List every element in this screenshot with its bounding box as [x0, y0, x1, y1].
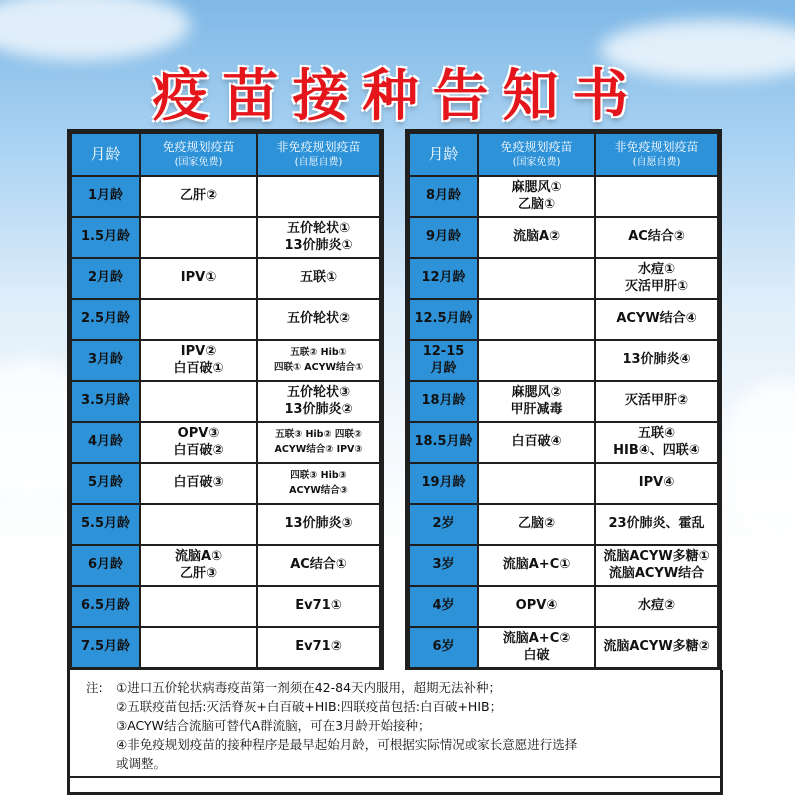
age-cell: 12.5月龄: [409, 299, 478, 340]
plan-vaccine-cell: IPV② 白百破①: [140, 340, 257, 381]
age-cell: 4月龄: [71, 422, 140, 463]
note-text: ①进口五价轮状病毒疫苗第一剂须在42-84天内服用，超期无法补种；: [116, 680, 502, 695]
nonplan-vaccine-cell: 13价肺炎④: [595, 340, 718, 381]
nonplan-vaccine-cell: 五联④ HIB④、四联④: [595, 422, 718, 463]
plan-vaccine-cell: OPV③ 白百破②: [140, 422, 257, 463]
table-row: [71, 299, 380, 340]
table-row: [409, 504, 718, 545]
header-plan-label: 免疫规划疫苗: [162, 140, 235, 155]
nonplan-vaccine-cell: 23价肺炎、霍乱: [595, 504, 718, 545]
table-row: [409, 545, 718, 586]
header-plan-sub: (国家免费): [174, 156, 223, 168]
age-cell: 12月龄: [409, 258, 478, 299]
plan-vaccine-cell: 流脑A+C①: [478, 545, 595, 586]
schedule-table-left: [67, 129, 384, 670]
nonplan-vaccine-cell: 五联② Hib① 四联① ACYW结合①: [257, 340, 380, 381]
table-row: [71, 340, 380, 381]
header-nonplan-vaccine: [257, 133, 380, 176]
age-cell: 19月龄: [409, 463, 478, 504]
schedule-table-right: [405, 129, 722, 670]
header-nonplan-sub: (自愿自费): [294, 156, 343, 168]
table-row: [409, 340, 718, 381]
page-title: 疫苗接种告知书: [152, 64, 643, 129]
note-text: ③ACYW结合流脑可替代A群流脑，可在3月龄开始接种；: [116, 718, 431, 733]
header-plan-vaccine: [478, 133, 595, 176]
age-cell: 3岁: [409, 545, 478, 586]
plan-vaccine-cell: 流脑A① 乙肝③: [140, 545, 257, 586]
age-cell: 4岁: [409, 586, 478, 627]
header-nonplan-label: 非免疫规划疫苗: [614, 140, 699, 155]
nonplan-vaccine-cell: ACYW结合④: [595, 299, 718, 340]
table-row: [409, 176, 718, 217]
header-age: 月龄: [71, 133, 140, 176]
age-cell: 6月龄: [71, 545, 140, 586]
notes-section: [67, 670, 723, 795]
plan-vaccine-cell: 麻腮风① 乙脑①: [478, 176, 595, 217]
plan-vaccine-cell: [140, 381, 257, 422]
nonplan-vaccine-cell: 五价轮状②: [257, 299, 380, 340]
table-header-row: [409, 133, 718, 176]
header-nonplan-vaccine: [595, 133, 718, 176]
nonplan-vaccine-cell: [257, 176, 380, 217]
table-row: [409, 299, 718, 340]
nonplan-vaccine-cell: 灭活甲肝②: [595, 381, 718, 422]
nonplan-vaccine-cell: AC结合②: [595, 217, 718, 258]
age-cell: 1.5月龄: [71, 217, 140, 258]
age-cell: 6.5月龄: [71, 586, 140, 627]
header-nonplan-label: 非免疫规划疫苗: [276, 140, 361, 155]
plan-vaccine-cell: 流脑A+C② 白破: [478, 627, 595, 668]
nonplan-vaccine-cell: 流脑ACYW多糖②: [595, 627, 718, 668]
age-cell: 1月龄: [71, 176, 140, 217]
table-row: [409, 422, 718, 463]
notes-label: 注:: [86, 680, 103, 695]
table-row: [71, 217, 380, 258]
table-row: [409, 586, 718, 627]
plan-vaccine-cell: 麻腮风② 甲肝减毒: [478, 381, 595, 422]
note-item: [86, 754, 710, 773]
nonplan-vaccine-cell: 五价轮状③ 13价肺炎②: [257, 381, 380, 422]
background-cloud: [0, 0, 190, 60]
table-row: [71, 422, 380, 463]
table-row: [409, 381, 718, 422]
nonplan-vaccine-cell: Ev71①: [257, 586, 380, 627]
header-plan-label: 免疫规划疫苗: [500, 140, 573, 155]
table-row: [71, 258, 380, 299]
age-cell: 3.5月龄: [71, 381, 140, 422]
nonplan-vaccine-cell: IPV④: [595, 463, 718, 504]
plan-vaccine-cell: [478, 299, 595, 340]
note-text: ②五联疫苗包括:灭活脊灰+白百破+HIB:四联疫苗包括:白百破+HIB；: [116, 699, 503, 714]
table-row: [409, 217, 718, 258]
table-header-row: [71, 133, 380, 176]
age-cell: 18月龄: [409, 381, 478, 422]
age-cell: 2岁: [409, 504, 478, 545]
plan-vaccine-cell: 乙脑②: [478, 504, 595, 545]
table-row: [71, 381, 380, 422]
table-row: [409, 627, 718, 668]
notes-bottom-band: [70, 776, 720, 792]
table-row: [71, 176, 380, 217]
plan-vaccine-cell: [140, 217, 257, 258]
plan-vaccine-cell: [140, 627, 257, 668]
age-cell: 8月龄: [409, 176, 478, 217]
plan-vaccine-cell: IPV①: [140, 258, 257, 299]
nonplan-vaccine-cell: AC结合①: [257, 545, 380, 586]
background-cloud: [720, 380, 795, 540]
age-cell: 12-15 月龄: [409, 340, 478, 381]
table-row: [71, 463, 380, 504]
plan-vaccine-cell: [478, 340, 595, 381]
age-cell: 2.5月龄: [71, 299, 140, 340]
header-nonplan-sub: (自愿自费): [632, 156, 681, 168]
header-plan-vaccine: [140, 133, 257, 176]
note-item: [86, 678, 710, 697]
table-row: [71, 504, 380, 545]
nonplan-vaccine-cell: 水痘① 灭活甲肝①: [595, 258, 718, 299]
plan-vaccine-cell: 白百破④: [478, 422, 595, 463]
note-text: ④非免疫规划疫苗的接种程序是最早起始月龄，可根据实际情况或家长意愿进行选择: [116, 737, 578, 752]
nonplan-vaccine-cell: 五价轮状① 13价肺炎①: [257, 217, 380, 258]
plan-vaccine-cell: [140, 299, 257, 340]
note-text: 或调整。: [116, 756, 167, 771]
age-cell: 9月龄: [409, 217, 478, 258]
age-cell: 5月龄: [71, 463, 140, 504]
plan-vaccine-cell: 流脑A②: [478, 217, 595, 258]
nonplan-vaccine-cell: [595, 176, 718, 217]
age-cell: 3月龄: [71, 340, 140, 381]
age-cell: 18.5月龄: [409, 422, 478, 463]
nonplan-vaccine-cell: 13价肺炎③: [257, 504, 380, 545]
nonplan-vaccine-cell: Ev71②: [257, 627, 380, 668]
plan-vaccine-cell: 乙肝②: [140, 176, 257, 217]
nonplan-vaccine-cell: 四联③ Hib③ ACYW结合③: [257, 463, 380, 504]
age-cell: 7.5月龄: [71, 627, 140, 668]
plan-vaccine-cell: OPV④: [478, 586, 595, 627]
table-row: [71, 586, 380, 627]
schedule-table-right-body: [409, 133, 718, 668]
header-age: 月龄: [409, 133, 478, 176]
header-plan-sub: (国家免费): [512, 156, 561, 168]
age-cell: 2月龄: [71, 258, 140, 299]
table-row: [71, 545, 380, 586]
plan-vaccine-cell: [140, 586, 257, 627]
age-cell: 5.5月龄: [71, 504, 140, 545]
age-cell: 6岁: [409, 627, 478, 668]
plan-vaccine-cell: [478, 463, 595, 504]
note-item: [86, 697, 710, 716]
plan-vaccine-cell: [478, 258, 595, 299]
table-row: [409, 258, 718, 299]
nonplan-vaccine-cell: 水痘②: [595, 586, 718, 627]
nonplan-vaccine-cell: 流脑ACYW多糖① 流脑ACYW结合: [595, 545, 718, 586]
nonplan-vaccine-cell: 五联①: [257, 258, 380, 299]
note-item: [86, 735, 710, 754]
note-item: [86, 716, 710, 735]
plan-vaccine-cell: [140, 504, 257, 545]
nonplan-vaccine-cell: 五联③ Hib② 四联② ACYW结合② IPV③: [257, 422, 380, 463]
table-row: [409, 463, 718, 504]
plan-vaccine-cell: 白百破③: [140, 463, 257, 504]
table-row: [71, 627, 380, 668]
schedule-table-left-body: [71, 133, 380, 668]
